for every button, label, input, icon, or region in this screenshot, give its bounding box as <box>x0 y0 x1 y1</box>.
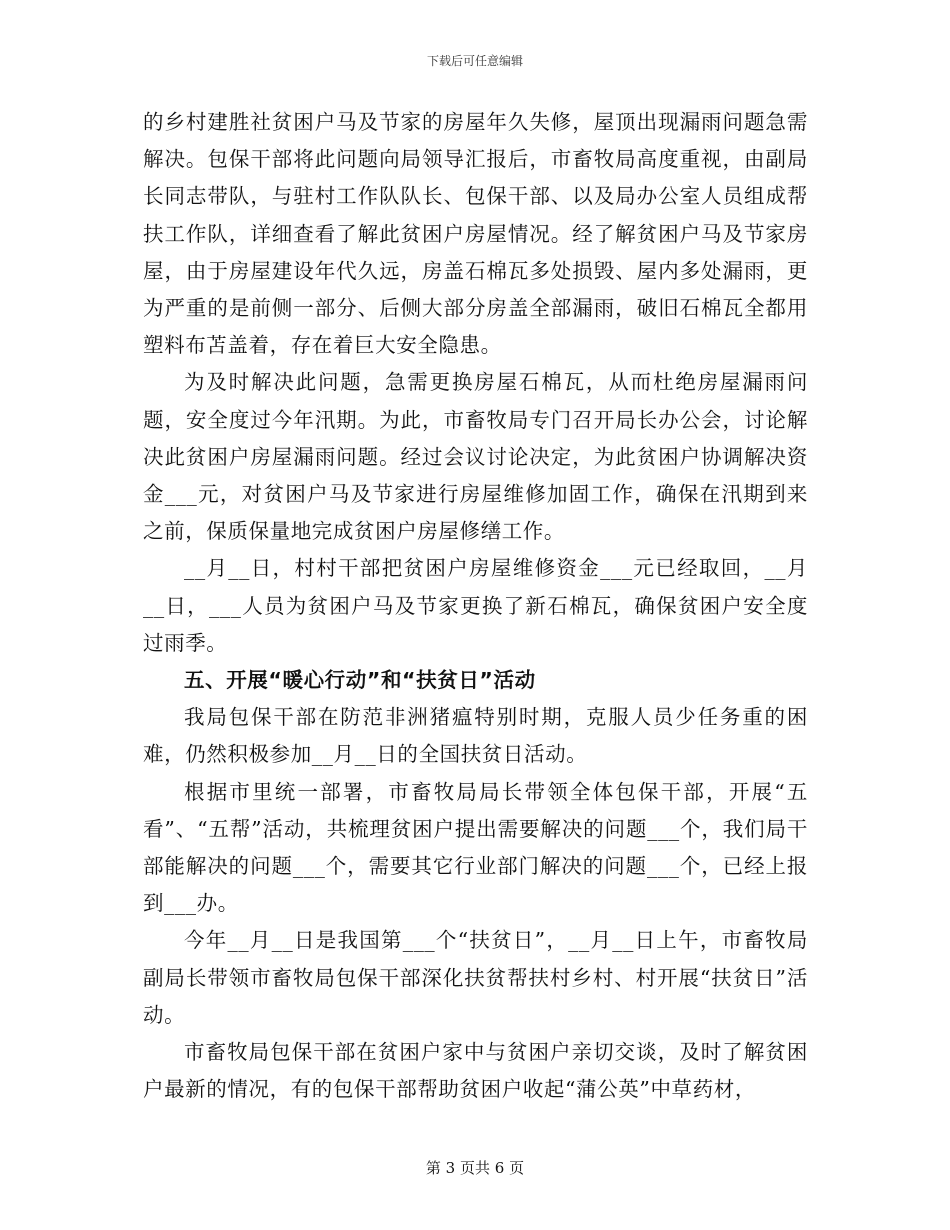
paragraph-1: 的乡村建胜社贫困户马及节家的房屋年久失修，屋顶出现漏雨问题急需解决。包保干部将此问题向局领导汇报后，市畜牧局高度重视，由副局长同志带队，与驻村工作队队长、包保干部、以及局办公室人员组成帮扶工作队，详细查看了解此贫困户房屋情况。经了解贫困户马及节家房屋，由于房屋建设年代久远，房盖石棉瓦多处损毁、屋内多处漏雨，更为严重的是前侧一部分、后侧大部分房盖全部漏雨，破旧石棉瓦全都用塑料布苫盖着，存在着巨大安全隐患。 <box>143 110 808 358</box>
document-body <box>143 104 808 1108</box>
paragraph-2: 为及时解决此问题，急需更换房屋石棉瓦，从而杜绝房屋漏雨问题，安全度过今年汛期。为此，市畜牧局专门召开局长办公会，讨论解决此贫困户房屋漏雨问题。经过会议讨论决定，为此贫困户协调解决资金___元，对贫困户马及节家进行房屋维修加固工作，确保在汛期到来之前，保质保量地完成贫困户房屋修缮工作。 <box>143 370 808 544</box>
paragraph-3: __月__日，村村干部把贫困户房屋维修资金___元已经取回，__月__日，___人员为贫困户马及节家更换了新石棉瓦，确保贫困户安全度过雨季。 <box>143 556 808 655</box>
paragraph-5: 根据市里统一部署，市畜牧局局长带领全体包保干部，开展“五看”、“五帮”活动，共梳理贫困户提出需要解决的问题___个，我们局干部能解决的问题___个，需要其它行业部门解决的问题___个，已经上报到___办。 <box>143 779 808 916</box>
page-header: 下载后可任意编辑 <box>426 54 523 68</box>
page-number: 第 3 页共 6 页 <box>425 1159 525 1177</box>
paragraph-7: 市畜牧局包保干部在贫困户家中与贫困户亲切交谈，及时了解贫困户最新的情况，有的包保干部帮助贫困户收起“蒲公英”中草药材， <box>143 1040 808 1102</box>
paragraph-6: 今年__月__日是我国第___个“扶贫日”，__月__日上午，市畜牧局副局长带领市畜牧局包保干部深化扶贫帮扶村乡村、村开展“扶贫日”活动。 <box>143 928 808 1027</box>
paragraph-4: 我局包保干部在防范非洲猪瘟特别时期，克服人员少任务重的困难，仍然积极参加__月__日的全国扶贫日活动。 <box>143 705 808 767</box>
section-heading: 五、开展“暖心行动”和“扶贫日”活动 <box>184 668 536 693</box>
